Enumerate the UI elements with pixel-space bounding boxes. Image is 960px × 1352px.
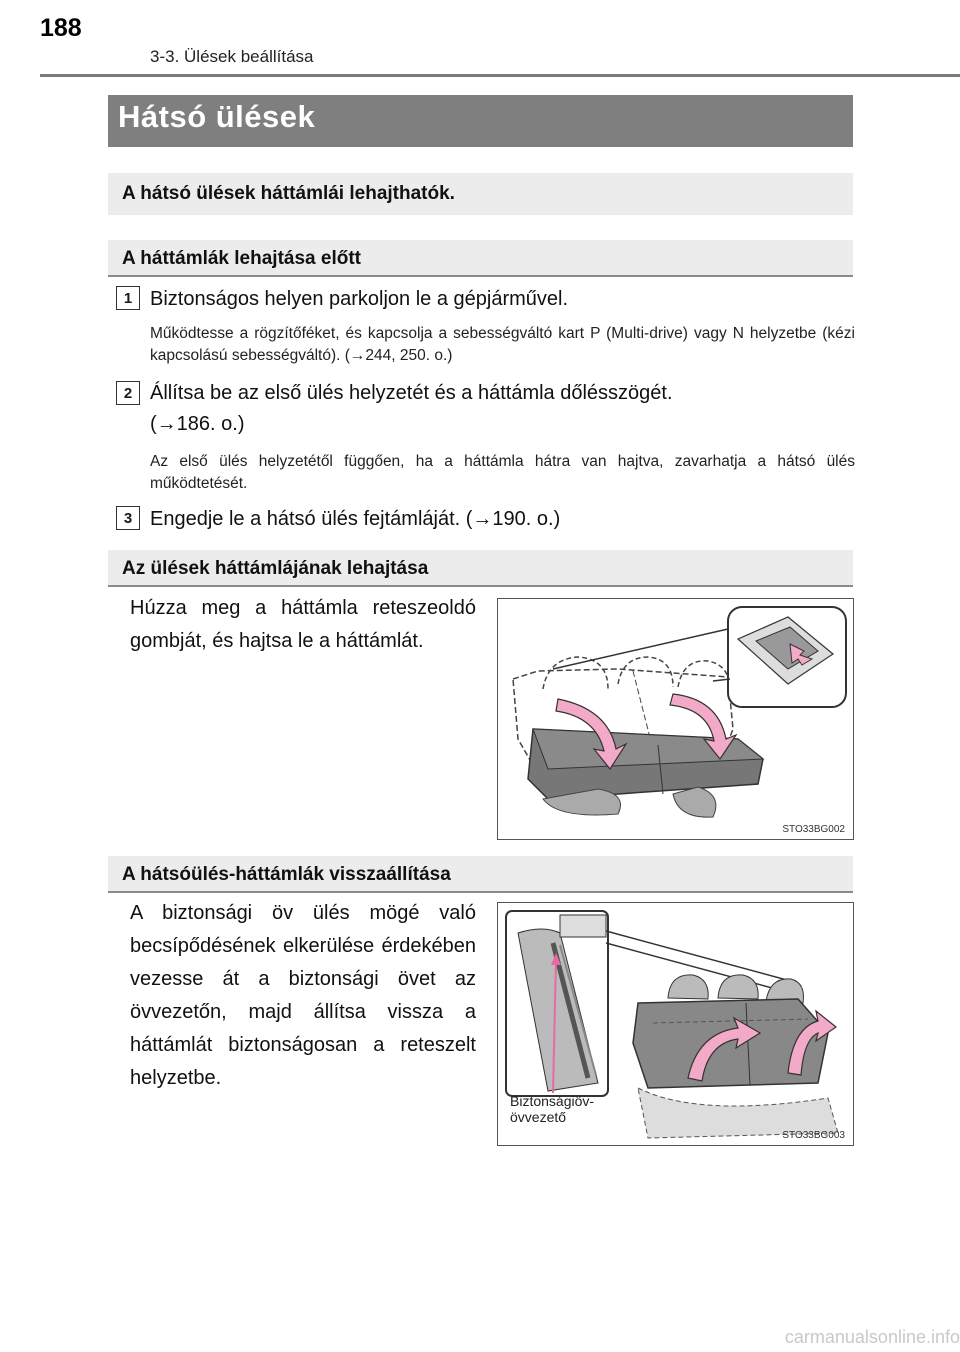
- page-number: 188: [40, 14, 82, 42]
- step-3-text: Engedje le a hátsó ülés fejtámláját. (→190. o.): [150, 508, 561, 530]
- seat-fold-illustration: [498, 599, 853, 839]
- page-title: Hátsó ülések: [118, 99, 316, 134]
- intro-text: A hátsó ülések háttámlái lehajthatók.: [122, 183, 455, 204]
- step-2-text: Állítsa be az első ülés helyzetét és a háttámla dőlésszögét.: [150, 382, 673, 404]
- step-1-text: Biztonságos helyen parkoljon le a gépjárművel.: [150, 288, 569, 310]
- figure-seat-fold: [497, 598, 854, 840]
- step-number-3: 3: [116, 506, 140, 530]
- section-heading-before: A háttámlák lehajtása előtt: [122, 248, 361, 269]
- step-1-note: Működtesse a rögzítőféket, és kapcsolja a sebességváltó kart P (Multi-drive) vagy N helyzetbe (kézi kapcsolású sebességváltó). (→244, 250. o.): [150, 325, 855, 364]
- figure-label-belt-guide-1: Biztonságiöv-: [510, 1093, 595, 1109]
- figure-code: STO33BG002: [782, 824, 845, 835]
- section-heading-restore: A hátsóülés-háttámlák visszaállítása: [122, 864, 451, 885]
- footer-watermark: carmanualsonline.info: [784, 1327, 960, 1347]
- figure-label-belt-guide-2: övvezető: [510, 1109, 567, 1125]
- step-2-text-ref: (→186. o.): [150, 413, 245, 435]
- header-rule: [40, 74, 960, 77]
- restore-instructions: A biztonsági öv ülés mögé való becsípődésének elkerülése érdekében vezesse át a biztonsági övet az övvezetőn, majd állítsa vissza a háttámlát biztonságosan a reteszelt helyzetbe.: [130, 902, 476, 1089]
- chapter-title: 3-3. Ülések beállítása: [150, 47, 314, 66]
- step-2-note: Az első ülés helyzetétől függően, ha a háttámla hátra van hajtva, zavarhatja a hátsó ülés működtetését.: [150, 453, 855, 492]
- section-heading-fold: Az ülések háttámlájának lehajtása: [122, 558, 429, 579]
- step-number-1: 1: [116, 286, 140, 310]
- step-number-2: 2: [116, 381, 140, 405]
- figure-code: STO33BG003: [782, 1130, 845, 1141]
- figure-seat-restore: [497, 902, 854, 1146]
- fold-instructions: Húzza meg a háttámla reteszeoldó gombját, és hajtsa le a háttámlát.: [130, 597, 476, 652]
